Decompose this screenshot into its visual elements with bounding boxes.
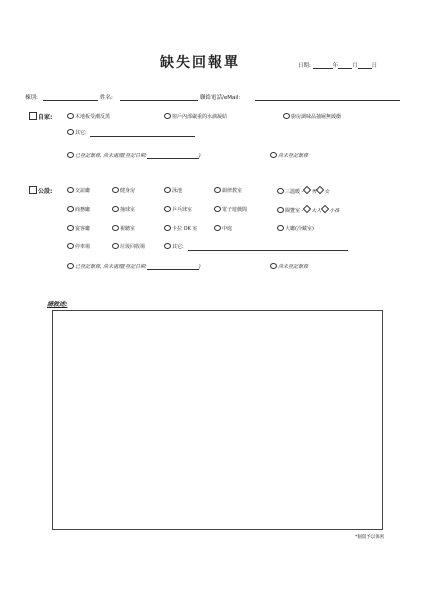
year-label: 年	[332, 63, 339, 69]
public-option-av[interactable]: 視聽室	[112, 225, 135, 232]
building-label: 棟別:	[25, 95, 38, 101]
privacy-note: *個資予以保密	[355, 535, 385, 540]
home-option-floor[interactable]: 木地板受潮反黑	[67, 113, 110, 120]
public-option-lounge[interactable]: 交誼廳	[67, 187, 90, 194]
public-option-billiards[interactable]: 撞球室	[112, 206, 135, 213]
public-checkbox[interactable]	[29, 186, 37, 194]
description-box[interactable]	[52, 310, 383, 530]
home-registered[interactable]: 已登記報修, 尚未處理(登記日期: )	[67, 152, 201, 159]
public-not-registered[interactable]: 尚未登記報修	[270, 263, 308, 270]
public-option-business[interactable]: 商務廳	[67, 206, 90, 213]
home-other-field[interactable]	[90, 136, 195, 137]
contact-label: 聯絡電話/eMail:	[200, 95, 241, 101]
public-option-rhythm[interactable]: 韻律教室	[214, 187, 242, 194]
public-option-pingpong[interactable]: 乒乓球室	[164, 206, 192, 213]
home-option-window[interactable]: 窗戶內部嚴重的水滴凝結	[164, 113, 227, 120]
public-option-reading[interactable]: 閱覽室 - 大人 小孩	[277, 206, 339, 214]
home-checkbox[interactable]	[29, 112, 37, 120]
public-registered[interactable]: 已登記報修, 尚未處理(登記日期: )	[67, 263, 201, 270]
public-option-banquet[interactable]: 宴客廳	[67, 225, 90, 232]
name-field[interactable]	[120, 100, 198, 101]
home-not-registered[interactable]: 尚未登記報修	[270, 152, 308, 159]
public-option-courtyard[interactable]: 中庭	[214, 225, 232, 232]
month-label: 月	[352, 63, 358, 69]
public-option-parking[interactable]: 停車場	[67, 243, 90, 250]
public-option-garbage[interactable]: 垃圾回收場	[112, 243, 145, 250]
public-other-field[interactable]	[188, 250, 348, 251]
home-label: 自家:	[38, 114, 53, 121]
day-label: 日	[371, 63, 378, 69]
form-title: 缺失回報單	[160, 55, 240, 71]
home-option-kitchen[interactable]: 廚房調味品抽屜無緩衝	[283, 113, 341, 120]
public-label: 公設:	[38, 188, 53, 195]
public-option-lobby[interactable]: 大廳(冷藏室)	[277, 225, 314, 232]
building-field[interactable]	[43, 100, 98, 101]
home-option-other[interactable]: 其它:	[67, 129, 87, 136]
public-option-other[interactable]: 其它:	[164, 243, 184, 250]
contact-field[interactable]	[255, 100, 400, 101]
public-option-arcade[interactable]: 電子遊戲間	[214, 206, 247, 213]
description-label: 請敘述:	[47, 301, 68, 308]
date-label: 日期:	[298, 63, 311, 69]
public-option-karaoke[interactable]: 卡拉 OK 室	[164, 225, 197, 232]
name-label: 姓名:	[100, 95, 113, 101]
public-option-sauna[interactable]: 三溫暖 - 男 女	[277, 187, 329, 195]
public-option-pool[interactable]: 泳池	[164, 187, 182, 194]
date-field[interactable]	[298, 61, 377, 69]
public-option-gym[interactable]: 健身房	[112, 187, 135, 194]
